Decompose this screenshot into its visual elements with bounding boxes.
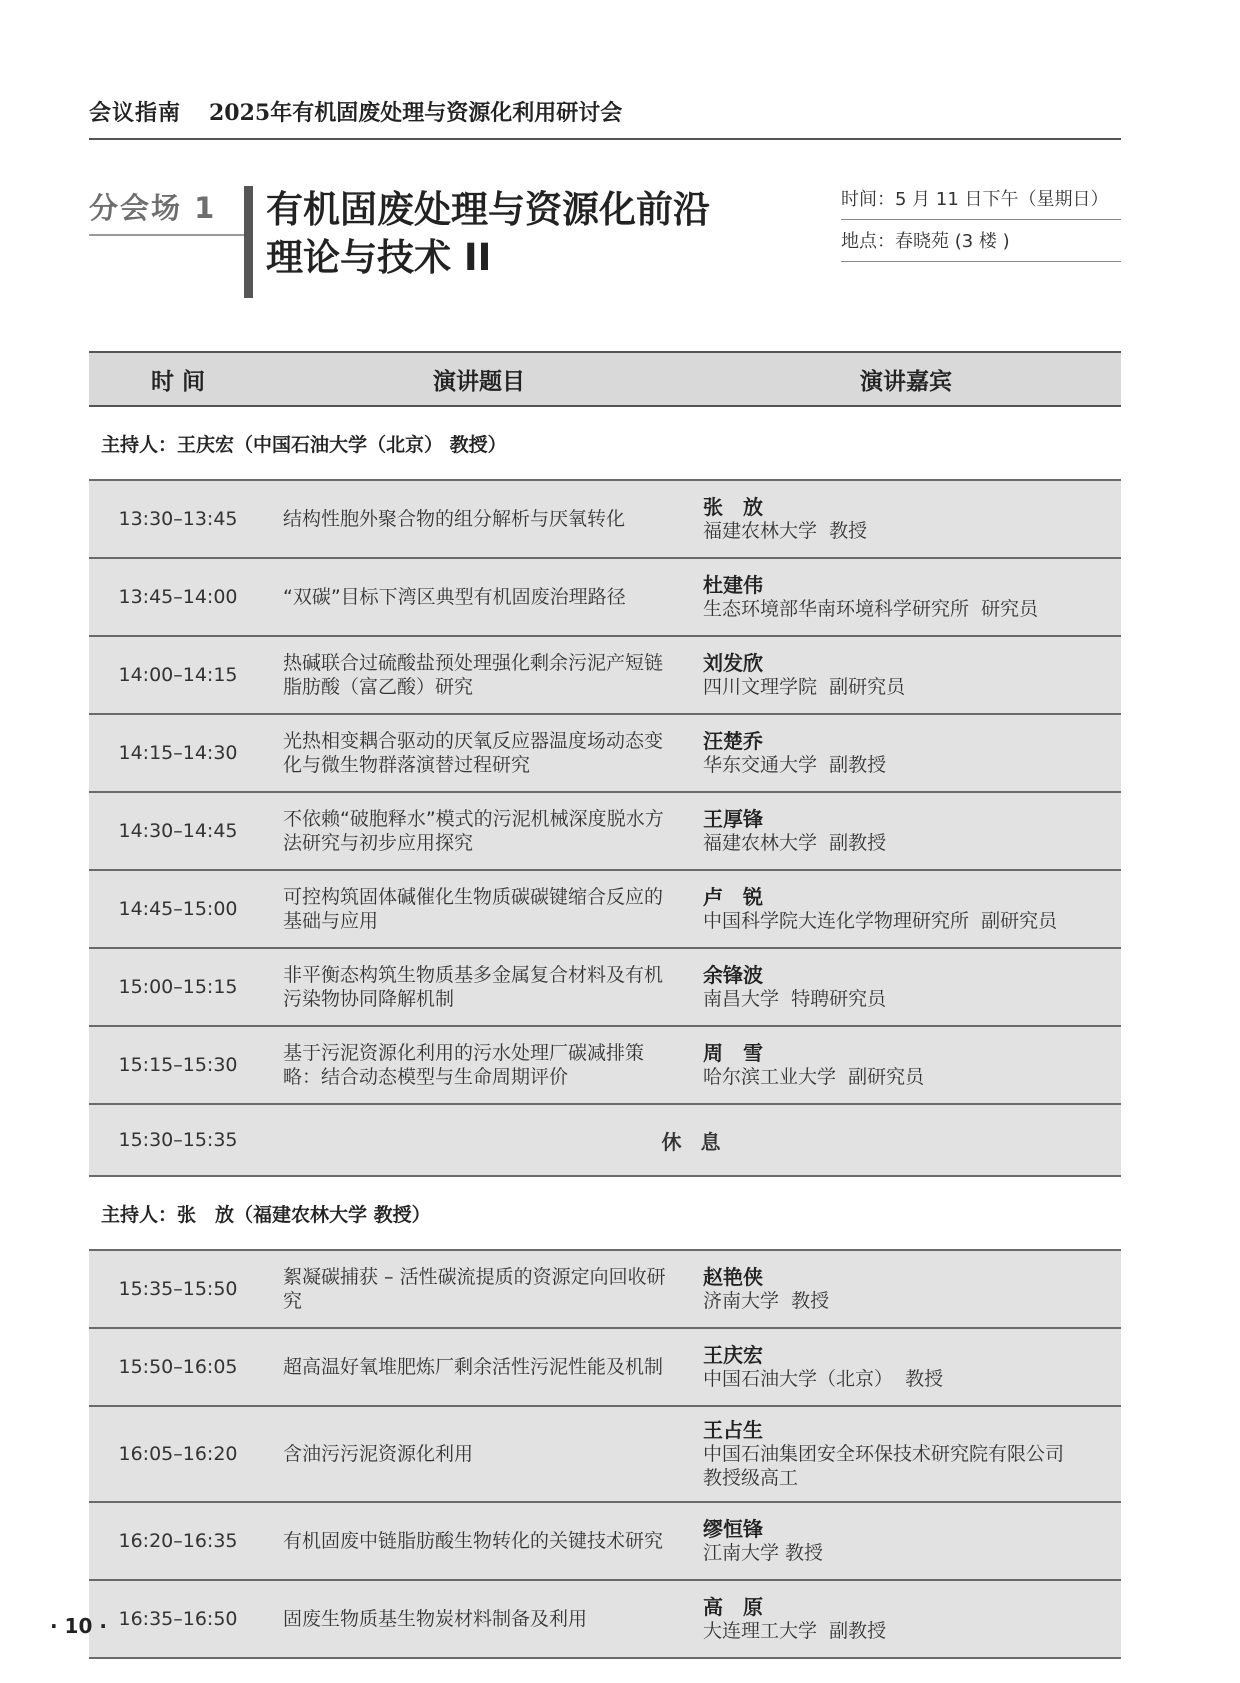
talk-time: 13:30–13:45 bbox=[89, 480, 267, 558]
talk-topic: 超高温好氧堆肥炼厂剩余活性污泥性能及机制 bbox=[267, 1328, 691, 1406]
speaker-affiliation: 南昌大学 特聘研究员 bbox=[703, 988, 887, 1010]
title-accent-bar bbox=[244, 186, 253, 298]
speaker-name: 王厚锋 bbox=[703, 807, 763, 831]
speaker-name: 张 放 bbox=[703, 495, 763, 519]
speaker-affiliation: 福建农林大学 副教授 bbox=[703, 832, 887, 854]
speaker-affiliation: 江南大学 教授 bbox=[703, 1542, 824, 1564]
speaker-name: 卢 锐 bbox=[703, 885, 763, 909]
speaker-name: 杜建伟 bbox=[703, 573, 763, 597]
table-row bbox=[89, 558, 1121, 636]
speaker-cell bbox=[691, 714, 1121, 792]
talk-topic: “双碳”目标下湾区典型有机固废治理路径 bbox=[267, 558, 691, 636]
speaker-name: 周 雪 bbox=[703, 1041, 763, 1065]
table-header-row bbox=[89, 352, 1121, 406]
host-label: 主持人：王庆宏（中国石油大学（北京） 教授） bbox=[89, 406, 1121, 480]
talk-time: 16:05–16:20 bbox=[89, 1406, 267, 1502]
talk-time: 15:35–15:50 bbox=[89, 1250, 267, 1328]
speaker-cell bbox=[691, 480, 1121, 558]
table-row bbox=[89, 870, 1121, 948]
talk-topic: 固废生物质基生物炭材料制备及利用 bbox=[267, 1580, 691, 1658]
speaker-name: 余锋波 bbox=[703, 963, 763, 987]
speaker-cell bbox=[691, 1406, 1121, 1502]
speaker-name: 赵艳侠 bbox=[703, 1265, 763, 1289]
speaker-cell bbox=[691, 1026, 1121, 1104]
speaker-cell bbox=[691, 1328, 1121, 1406]
speaker-cell bbox=[691, 1250, 1121, 1328]
speaker-affiliation: 哈尔滨工业大学 副研究员 bbox=[703, 1066, 925, 1088]
talk-time: 14:30–14:45 bbox=[89, 792, 267, 870]
talk-topic: 不依赖“破胞释水”模式的污泥机械深度脱水方法研究与初步应用探究 bbox=[267, 792, 691, 870]
speaker-name: 高 原 bbox=[703, 1595, 763, 1619]
break-row bbox=[89, 1104, 1121, 1176]
talk-time: 16:35–16:50 bbox=[89, 1580, 267, 1658]
speaker-affiliation: 大连理工大学 副教授 bbox=[703, 1620, 887, 1642]
break-time: 15:30–15:35 bbox=[89, 1104, 267, 1176]
talk-time: 16:20–16:35 bbox=[89, 1502, 267, 1580]
talk-time: 14:15–14:30 bbox=[89, 714, 267, 792]
conference-title: 2025年有机固废处理与资源化利用研讨会 bbox=[209, 100, 623, 126]
speaker-affiliation: 华东交通大学 副教授 bbox=[703, 754, 887, 776]
speaker-name: 刘发欣 bbox=[703, 651, 763, 675]
talk-time: 14:45–15:00 bbox=[89, 870, 267, 948]
table-row bbox=[89, 1328, 1121, 1406]
host-row bbox=[89, 406, 1121, 480]
talk-time: 15:00–15:15 bbox=[89, 948, 267, 1026]
table-row bbox=[89, 1250, 1121, 1328]
talk-topic: 可控构筑固体碱催化生物质碳碳键缩合反应的基础与应用 bbox=[267, 870, 691, 948]
table-row bbox=[89, 792, 1121, 870]
session-time: 时间：5 月 11 日下午（星期日） bbox=[841, 180, 1121, 220]
page-header bbox=[89, 88, 1121, 140]
speaker-name: 王庆宏 bbox=[703, 1343, 763, 1367]
header-topic: 演讲题目 bbox=[267, 352, 691, 406]
talk-topic: 光热相变耦合驱动的厌氧反应器温度场动态变化与微生物群落演替过程研究 bbox=[267, 714, 691, 792]
speaker-affiliation: 中国科学院大连化学物理研究所 副研究员 bbox=[703, 910, 1058, 932]
session-title bbox=[266, 186, 786, 282]
talk-topic: 有机固废中链脂肪酸生物转化的关键技术研究 bbox=[267, 1502, 691, 1580]
table-row bbox=[89, 1580, 1121, 1658]
session-title-line1: 有机固废处理与资源化前沿 bbox=[266, 188, 710, 231]
table-row bbox=[89, 1026, 1121, 1104]
table-row bbox=[89, 480, 1121, 558]
talk-topic: 热碱联合过硫酸盐预处理强化剩余污泥产短链脂肪酸（富乙酸）研究 bbox=[267, 636, 691, 714]
section-label: 会议指南 bbox=[89, 100, 182, 126]
speaker-cell bbox=[691, 792, 1121, 870]
talk-time: 14:00–14:15 bbox=[89, 636, 267, 714]
table-row bbox=[89, 636, 1121, 714]
table-row bbox=[89, 1406, 1121, 1502]
break-label: 休 息 bbox=[267, 1104, 1121, 1176]
session-number: 分会场 1 bbox=[89, 186, 246, 236]
header-time: 时 间 bbox=[89, 352, 267, 406]
speaker-name: 王占生 bbox=[703, 1418, 763, 1442]
speaker-name: 汪楚乔 bbox=[703, 729, 763, 753]
speaker-cell bbox=[691, 558, 1121, 636]
talk-topic: 基于污泥资源化利用的污水处理厂碳减排策略：结合动态模型与生命周期评价 bbox=[267, 1026, 691, 1104]
speaker-affiliation: 生态环境部华南环境科学研究所 研究员 bbox=[703, 598, 1039, 620]
speaker-affiliation: 四川文理学院 副研究员 bbox=[703, 676, 906, 698]
session-location: 地点：春晓苑 (3 楼 ) bbox=[841, 222, 1121, 262]
host-row bbox=[89, 1176, 1121, 1250]
page-number: · 10 · bbox=[50, 1614, 107, 1638]
talk-time: 15:50–16:05 bbox=[89, 1328, 267, 1406]
header-speaker: 演讲嘉宾 bbox=[691, 352, 1121, 406]
host-label: 主持人：张 放（福建农林大学 教授） bbox=[89, 1176, 1121, 1250]
speaker-affiliation: 济南大学 教授 bbox=[703, 1290, 830, 1312]
talk-topic: 结构性胞外聚合物的组分解析与厌氧转化 bbox=[267, 480, 691, 558]
speaker-affiliation: 福建农林大学 教授 bbox=[703, 520, 868, 542]
speaker-affiliation: 中国石油集团安全环保技术研究院有限公司 教授级高工 bbox=[703, 1443, 1065, 1489]
schedule-table bbox=[89, 351, 1121, 1659]
speaker-cell bbox=[691, 1580, 1121, 1658]
speaker-name: 缪恒锋 bbox=[703, 1517, 763, 1541]
speaker-cell bbox=[691, 948, 1121, 1026]
talk-time: 13:45–14:00 bbox=[89, 558, 267, 636]
table-row bbox=[89, 948, 1121, 1026]
table-row bbox=[89, 1502, 1121, 1580]
speaker-cell bbox=[691, 1502, 1121, 1580]
session-title-line2: 理论与技术 II bbox=[266, 236, 492, 279]
speaker-cell bbox=[691, 636, 1121, 714]
table-row bbox=[89, 714, 1121, 792]
talk-topic: 非平衡态构筑生物质基多金属复合材料及有机污染物协同降解机制 bbox=[267, 948, 691, 1026]
talk-time: 15:15–15:30 bbox=[89, 1026, 267, 1104]
speaker-affiliation: 中国石油大学（北京） 教授 bbox=[703, 1368, 944, 1390]
talk-topic: 含油污污泥资源化利用 bbox=[267, 1406, 691, 1502]
talk-topic: 絮凝碳捕获 – 活性碳流提质的资源定向回收研究 bbox=[267, 1250, 691, 1328]
speaker-cell bbox=[691, 870, 1121, 948]
